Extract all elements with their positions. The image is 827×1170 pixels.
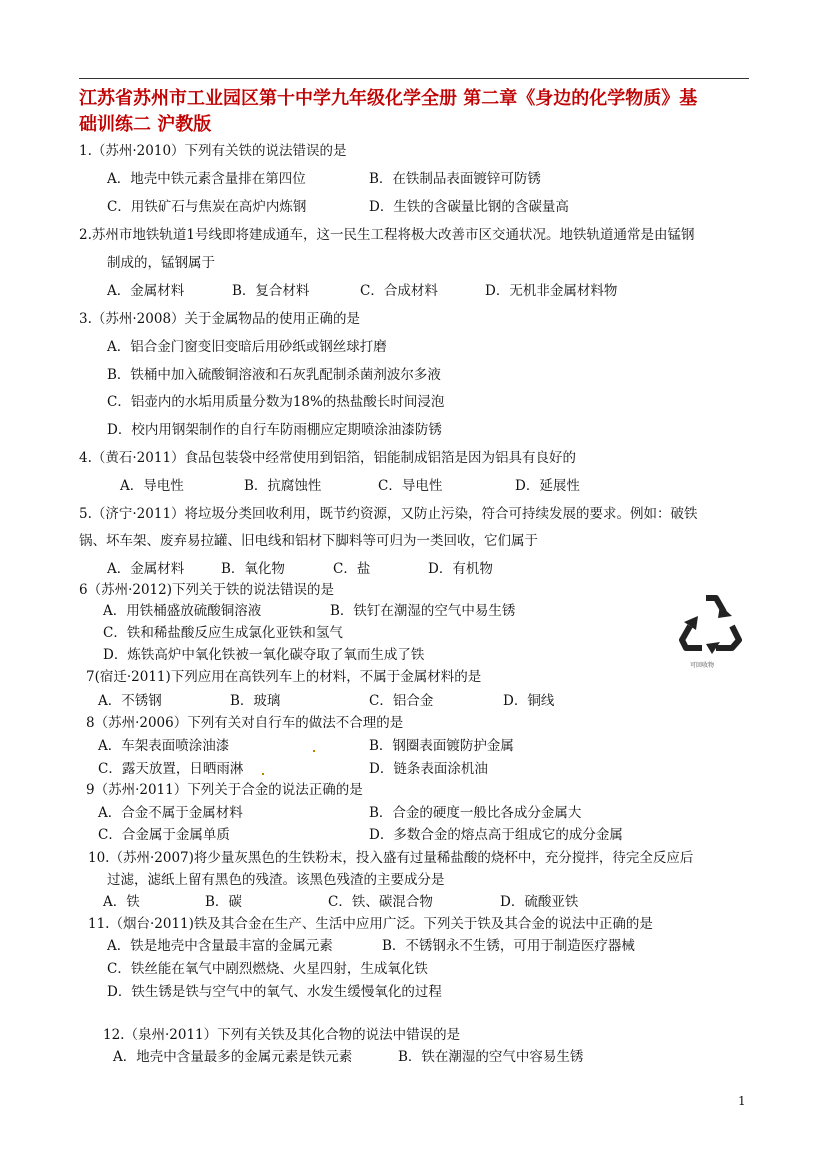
question-9-option-c: C．合金属于金属单质 [98,827,230,843]
question-8-option-b: B．钢圈表面镀防护金属 [369,738,514,754]
question-7-option-b: B．玻璃 [230,693,281,709]
stray-mark [313,750,315,752]
header-rule [79,78,749,79]
question-7-option-c: C．铝合金 [369,693,434,709]
question-3-option-b: B．铁桶中加入硫酸铜溶液和石灰乳配制杀菌剂波尔多液 [107,367,441,383]
question-12-stem: 12.（泉州·2011）下列有关铁及其化合物的说法中错误的是 [103,1027,461,1043]
question-10-stem-line-1: 10.（苏州·2007)将少量灰黑色的生铁粉末，投入盛有过量稀盐酸的烧杯中，充分搅拌，待完全反应后 [88,850,694,866]
question-12-option-b: B．铁在潮湿的空气中容易生锈 [398,1049,584,1065]
question-4-stem: 4.（黄石·2011）食品包装袋中经常使用到铝箔，铝能制成铝箔是因为铝具有良好的 [79,450,577,466]
question-1-option-b: B．在铁制品表面镀锌可防锈 [369,171,541,187]
question-6-option-c: C．铁和稀盐酸反应生成氯化亚铁和氢气 [103,625,343,641]
question-2-option-c: C．合成材料 [360,283,438,299]
question-3-stem: 3.（苏州·2008）关于金属物品的使用正确的是 [79,311,361,327]
question-10-stem-line-2: 过滤，滤纸上留有黑色的残渣。该黑色残渣的主要成分是 [107,872,445,888]
question-3-option-d: D．校内用钢架制作的自行车防雨棚应定期喷涂油漆防锈 [107,422,442,438]
question-10-option-d: D．硫酸亚铁 [500,894,579,910]
question-4-option-b: B．抗腐蚀性 [244,478,322,494]
question-3-option-a: A．铝合金门窗变旧变暗后用砂纸或钢丝球打磨 [107,339,387,355]
question-2-stem-line-2: 制成的，锰钢属于 [107,255,215,271]
question-8-option-d: D．链条表面涂机油 [369,761,488,777]
question-10-option-a: A．铁 [103,894,140,910]
question-11-option-c: C．铁丝能在氧气中剧烈燃烧、火星四射，生成氧化铁 [107,961,428,977]
question-11-option-a: A．铁是地壳中含量最丰富的金属元素 [107,938,333,954]
question-12-option-a: A．地壳中含量最多的金属元素是铁元素 [113,1049,353,1065]
question-1-option-a: A．地壳中铁元素含量排在第四位 [107,171,306,187]
question-10-option-b: B．碳 [205,894,242,910]
question-11-option-d: D．铁生锈是铁与空气中的氧气、水发生缓慢氧化的过程 [107,984,442,1000]
question-8-stem: 8（苏州·2006）下列有关对自行车的做法不合理的是 [86,715,404,731]
question-10-option-c: C．铁、碳混合物 [328,894,433,910]
question-2-stem-line-1: 2.苏州市地铁轨道1号线即将建成通车，这一民生工程将极大改善市区交通状况。地铁轨道通常是由锰钢 [79,227,695,243]
question-9-option-a: A．合金不属于金属材料 [98,805,243,821]
question-6-option-d: D．炼铁高炉中氧化铁被一氧化碳夺取了氧而生成了铁 [103,647,425,663]
question-2-option-b: B．复合材料 [232,283,310,299]
question-4-option-c: C．导电性 [378,478,443,494]
document-title-line-1: 江苏省苏州市工业园区第十中学九年级化学全册 第二章《身边的化学物质》基 [79,88,698,109]
question-1-option-c: C．用铁矿石与焦炭在高炉内炼钢 [107,199,307,215]
question-3-option-c: C．铝壶内的水垢用质量分数为18%的热盐酸长时间浸泡 [107,394,445,410]
question-2-option-d: D．无机非金属材料物 [485,283,618,299]
question-9-option-b: B．合金的硬度一般比各成分金属大 [369,805,582,821]
question-11-option-b: B．不锈钢永不生锈，可用于制造医疗器械 [382,938,635,954]
recycle-icon [676,588,746,658]
question-1-option-d: D．生铁的含碳量比钢的含碳量高 [369,199,569,215]
question-4-option-d: D．延展性 [515,478,580,494]
page-number: 1 [738,1094,746,1108]
question-9-stem: 9（苏州·2011）下列关于合金的说法正确的是 [86,782,363,798]
question-7-option-a: A．不锈钢 [98,693,162,709]
question-5-option-c: C．盐 [333,561,371,577]
recycle-logo-caption: 可回收物 [690,662,715,669]
question-5-option-d: D．有机物 [428,561,493,577]
question-5-stem-line-2: 锅、坏车架、废弃易拉罐、旧电线和铝材下脚料等可归为一类回收，它们属于 [79,533,538,549]
question-5-option-a: A．金属材料 [107,561,185,577]
question-6-stem: 6（苏州·2012)下列关于铁的说法错误的是 [79,582,335,598]
question-9-option-d: D．多数合金的熔点高于组成它的成分金属 [369,827,623,843]
question-7-option-d: D．铜线 [503,693,555,709]
question-11-stem: 11.（烟台·2011)铁及其合金在生产、生活中应用广泛。下列关于铁及其合金的说法中正确的是 [88,916,653,932]
question-2-option-a: A．金属材料 [107,283,185,299]
question-5-option-b: B．氧化物 [221,561,285,577]
question-8-option-a: A．车架表面喷涂油漆 [98,738,230,754]
question-8-option-c: C．露天放置，日晒雨淋 [98,761,244,777]
question-7-stem: 7(宿迁·2011)下列应用在高铁列车上的材料，不属于金属材料的是 [86,669,482,685]
question-6-option-b: B．铁钉在潮湿的空气中易生锈 [330,603,516,619]
question-6-option-a: A．用铁桶盛放硫酸铜溶液 [103,603,262,619]
question-1-stem: 1.（苏州·2010）下列有关铁的说法错误的是 [79,143,347,159]
stray-mark [262,773,264,775]
question-5-stem-line-1: 5.（济宁·2011）将垃圾分类回收利用，既节约资源，又防止污染，符合可持续发展的要求。例如：破铁 [79,506,698,522]
document-title-line-2: 础训练二 沪教版 [79,114,212,135]
question-4-option-a: A．导电性 [120,478,184,494]
